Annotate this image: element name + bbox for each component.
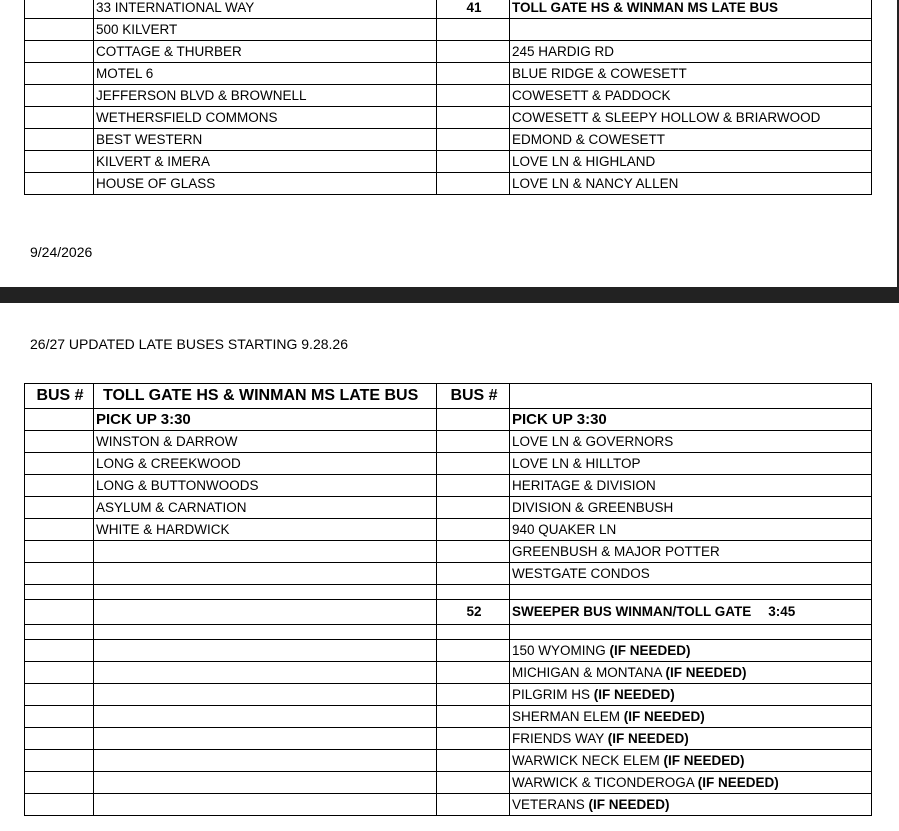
stop-cell <box>510 728 872 750</box>
bus-cell <box>25 19 94 41</box>
table-row <box>25 706 872 728</box>
bus-number-cell <box>437 173 510 195</box>
table-row <box>25 453 872 475</box>
table-row <box>25 0 872 19</box>
stop-cell: LOVE LN & HIGHLAND <box>510 151 872 173</box>
bus-cell <box>25 0 94 19</box>
stop-name: FRIENDS WAY <box>512 730 605 746</box>
stop-cell: COWESETT & SLEEPY HOLLOW & BRIARWOOD <box>510 107 872 129</box>
stop-cell <box>94 750 437 772</box>
bus-cell <box>25 563 94 585</box>
bus-number-cell <box>437 662 510 684</box>
bus-cell <box>25 129 94 151</box>
table-row <box>25 63 872 85</box>
route-title-cell: TOLL GATE HS & WINMAN MS LATE BUS <box>510 0 872 19</box>
bus-number-cell <box>437 728 510 750</box>
stop-cell: DIVISION & GREENBUSH <box>510 497 872 519</box>
bus-header: BUS # <box>25 384 94 409</box>
bus-cell <box>25 772 94 794</box>
stop-cell: BEST WESTERN <box>94 129 437 151</box>
page-date: 9/24/2026 <box>30 244 93 260</box>
bus-cell <box>25 107 94 129</box>
table-row <box>25 151 872 173</box>
stop-cell: GREENBUSH & MAJOR POTTER <box>510 541 872 563</box>
stop-cell <box>510 625 872 640</box>
table-row <box>25 19 872 41</box>
sweeper-row <box>25 600 872 625</box>
stop-cell <box>94 640 437 662</box>
bus-cell <box>25 662 94 684</box>
bus-cell <box>25 706 94 728</box>
stop-cell <box>510 662 872 684</box>
table-row <box>25 728 872 750</box>
stop-cell: LONG & BUTTONWOODS <box>94 475 437 497</box>
bus-cell <box>25 541 94 563</box>
table-row <box>25 107 872 129</box>
stop-name: VETERANS <box>512 796 585 812</box>
bus-number-cell <box>437 107 510 129</box>
bus-number-cell <box>437 585 510 600</box>
bus-number-cell <box>437 409 510 431</box>
bus-cell <box>25 750 94 772</box>
stop-cell: ASYLUM & CARNATION <box>94 497 437 519</box>
bus-number-cell <box>437 541 510 563</box>
bus-number-cell <box>437 151 510 173</box>
table-row <box>25 662 872 684</box>
bus-number-cell <box>437 625 510 640</box>
if-needed-note: (IF NEEDED) <box>609 642 691 658</box>
stop-cell <box>510 706 872 728</box>
bus-cell <box>25 497 94 519</box>
bus-cell <box>25 585 94 600</box>
table-header-row <box>25 384 872 409</box>
route-header-2 <box>510 384 872 409</box>
stop-cell <box>94 728 437 750</box>
if-needed-note: (IF NEEDED) <box>623 708 705 724</box>
sweeper-title: SWEEPER BUS WINMAN/TOLL GATE <box>512 604 752 619</box>
table-row <box>25 772 872 794</box>
sweeper-time: 3:45 <box>768 604 796 619</box>
stop-cell <box>94 563 437 585</box>
stop-cell <box>94 600 437 625</box>
late-bus-table <box>24 383 872 816</box>
table-row <box>25 519 872 541</box>
if-needed-note: (IF NEEDED) <box>665 664 747 680</box>
table-row <box>25 173 872 195</box>
bus-cell <box>25 684 94 706</box>
table-row <box>25 129 872 151</box>
bus-number-cell <box>437 475 510 497</box>
bus-number-cell <box>437 772 510 794</box>
pickup-row <box>25 409 872 431</box>
stop-cell: MOTEL 6 <box>94 63 437 85</box>
bus-number-cell <box>437 129 510 151</box>
stop-cell: WINSTON & DARROW <box>94 431 437 453</box>
bus-number-cell: 41 <box>437 0 510 19</box>
stop-cell: JEFFERSON BLVD & BROWNELL <box>94 85 437 107</box>
bus-cell <box>25 640 94 662</box>
stop-cell <box>94 706 437 728</box>
table-row <box>25 475 872 497</box>
stop-cell: LONG & CREEKWOOD <box>94 453 437 475</box>
bus-number-cell <box>437 640 510 662</box>
pickup-time-left: PICK UP 3:30 <box>94 409 437 431</box>
bus-header-2: BUS # <box>437 384 510 409</box>
bus-number-cell <box>437 794 510 816</box>
stop-cell: 500 KILVERT <box>94 19 437 41</box>
if-needed-note: (IF NEEDED) <box>697 774 779 790</box>
bus-cell <box>25 173 94 195</box>
table-row <box>25 497 872 519</box>
bus-cell <box>25 728 94 750</box>
bus-cell <box>25 600 94 625</box>
stop-cell: COTTAGE & THURBER <box>94 41 437 63</box>
table-row <box>25 41 872 63</box>
bus-number-cell <box>437 519 510 541</box>
stop-cell: EDMOND & COWESETT <box>510 129 872 151</box>
bus-number-cell <box>437 497 510 519</box>
stop-cell: BLUE RIDGE & COWESETT <box>510 63 872 85</box>
stop-name: PILGRIM HS <box>512 686 591 702</box>
table-row <box>25 684 872 706</box>
stop-cell <box>510 585 872 600</box>
if-needed-note: (IF NEEDED) <box>588 796 670 812</box>
stop-cell: HERITAGE & DIVISION <box>510 475 872 497</box>
bus-cell <box>25 85 94 107</box>
bus-cell <box>25 431 94 453</box>
bus-number-cell <box>437 453 510 475</box>
table-row <box>25 541 872 563</box>
stop-cell <box>94 625 437 640</box>
table-row <box>25 794 872 816</box>
bus-cell <box>25 151 94 173</box>
document-heading: 26/27 UPDATED LATE BUSES STARTING 9.28.26 <box>30 336 348 352</box>
bus-cell <box>25 41 94 63</box>
bus-number-cell <box>437 19 510 41</box>
if-needed-note: (IF NEEDED) <box>663 752 745 768</box>
stop-cell <box>94 662 437 684</box>
stop-name: WARWICK & TICONDEROGA <box>512 774 695 790</box>
stop-cell <box>94 794 437 816</box>
table-row <box>25 640 872 662</box>
stop-cell <box>510 640 872 662</box>
stop-cell <box>510 684 872 706</box>
bus-cell <box>25 519 94 541</box>
stop-cell: COWESETT & PADDOCK <box>510 85 872 107</box>
bus-number-cell <box>437 563 510 585</box>
table-row <box>25 431 872 453</box>
table-row <box>25 625 872 640</box>
stop-cell: LOVE LN & HILLTOP <box>510 453 872 475</box>
table-row <box>25 85 872 107</box>
stop-cell: LOVE LN & NANCY ALLEN <box>510 173 872 195</box>
page-separator <box>0 287 899 303</box>
stop-name: MICHIGAN & MONTANA <box>512 664 662 680</box>
stop-cell: KILVERT & IMERA <box>94 151 437 173</box>
stop-cell <box>94 772 437 794</box>
bus-cell <box>25 409 94 431</box>
stop-name: SHERMAN ELEM <box>512 708 621 724</box>
bus-number-cell <box>437 85 510 107</box>
if-needed-note: (IF NEEDED) <box>593 686 675 702</box>
top-schedule-table <box>24 0 872 195</box>
stop-cell: 940 QUAKER LN <box>510 519 872 541</box>
stop-cell: 33 INTERNATIONAL WAY <box>94 0 437 19</box>
route-header: TOLL GATE HS & WINMAN MS LATE BUS <box>94 384 437 409</box>
stop-cell <box>94 684 437 706</box>
bus-cell <box>25 625 94 640</box>
sweeper-bus-number: 52 <box>437 600 510 625</box>
bus-number-cell <box>437 684 510 706</box>
stop-cell: WESTGATE CONDOS <box>510 563 872 585</box>
stop-cell <box>94 541 437 563</box>
stop-name: WARWICK NECK ELEM <box>512 752 664 768</box>
if-needed-note: (IF NEEDED) <box>607 730 689 746</box>
bus-number-cell <box>437 41 510 63</box>
sweeper-title-cell <box>510 600 872 625</box>
stop-cell: WETHERSFIELD COMMONS <box>94 107 437 129</box>
table-row <box>25 585 872 600</box>
bus-cell <box>25 453 94 475</box>
stop-name: 150 WYOMING <box>512 642 606 658</box>
bus-number-cell <box>437 750 510 772</box>
stop-cell <box>510 19 872 41</box>
page-1 <box>0 0 899 287</box>
bus-number-cell <box>437 431 510 453</box>
stop-cell <box>510 772 872 794</box>
stop-cell: LOVE LN & GOVERNORS <box>510 431 872 453</box>
stop-cell <box>94 585 437 600</box>
table-row <box>25 750 872 772</box>
stop-cell: 245 HARDIG RD <box>510 41 872 63</box>
bus-cell <box>25 63 94 85</box>
bus-cell <box>25 475 94 497</box>
stop-cell <box>510 750 872 772</box>
bus-number-cell <box>437 63 510 85</box>
bus-number-cell <box>437 706 510 728</box>
table-row <box>25 563 872 585</box>
stop-cell <box>510 794 872 816</box>
stop-cell: WHITE & HARDWICK <box>94 519 437 541</box>
pickup-time-right: PICK UP 3:30 <box>510 409 872 431</box>
bus-cell <box>25 794 94 816</box>
stop-cell: HOUSE OF GLASS <box>94 173 437 195</box>
